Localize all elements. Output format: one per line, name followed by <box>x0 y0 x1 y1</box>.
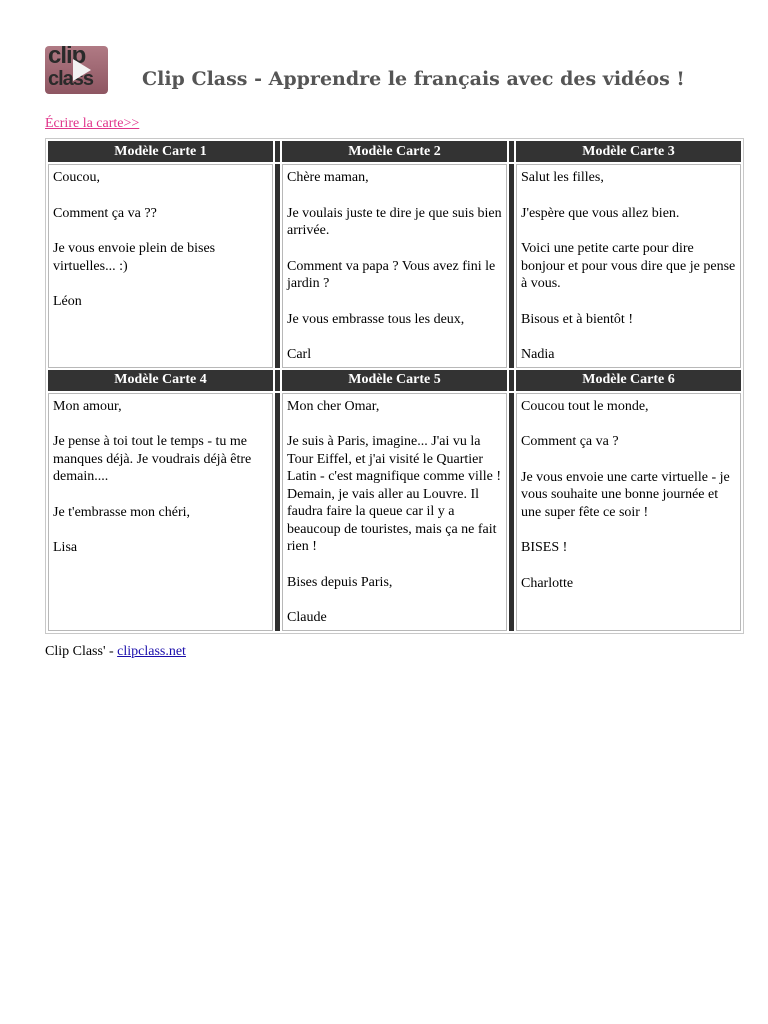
card-paragraph: Je t'embrasse mon chéri, <box>53 504 191 520</box>
card-row <box>48 164 741 368</box>
column-separator <box>275 141 280 162</box>
card-paragraph: Lisa <box>53 540 78 555</box>
card-paragraph: Je suis à Paris, imagine... J'ai vu la Tour Eiffel, et j'ai visité le Quartier Latin - c'est magnifique comme ville ! Demain, je vais aller au Louvre. Il faudra faire la queue car il y a beaucoup de touristes, mais ça ne fait rien ! <box>287 434 502 554</box>
footer-text: Clip Class' - <box>45 644 118 659</box>
card-paragraph: Comment ça va ?? <box>53 205 157 221</box>
clipclass-link[interactable]: clipclass.net <box>117 644 186 659</box>
card-body <box>282 164 507 368</box>
logo-text-class: class <box>48 68 94 90</box>
card-paragraph: Comment ça va ? <box>521 434 619 449</box>
card-paragraph: Coucou, <box>53 170 101 185</box>
card-paragraph: Léon <box>53 294 82 309</box>
card-heading: Modèle Carte 4 <box>48 370 273 391</box>
column-separator <box>509 393 514 631</box>
page-title: Clip Class - Apprendre le français avec des vidéos ! <box>142 68 685 90</box>
card-paragraph: Charlotte <box>521 575 574 591</box>
card-row <box>48 393 741 631</box>
card-paragraph: Chère maman, <box>287 170 369 185</box>
play-icon <box>73 59 91 81</box>
card-heading: Modèle Carte 5 <box>282 370 507 391</box>
column-separator <box>275 393 280 631</box>
card-paragraph: Voici une petite carte pour dire bonjour et pour vous dire que je pense à vous. <box>521 241 736 291</box>
card-paragraph: Je vous envoie plein de bises virtuelles... :) <box>53 241 216 274</box>
card-paragraph: Nadia <box>521 347 555 362</box>
card-paragraph: Mon amour, <box>53 398 122 414</box>
card-paragraph: Je vous envoie une carte virtuelle - je vous souhaite une bonne journée et une super fête ce soir ! <box>521 469 730 520</box>
card-paragraph: Carl <box>287 347 312 362</box>
card-paragraph: Bises depuis Paris, <box>287 574 393 590</box>
card-paragraph: Je vous embrasse tous les deux, <box>287 311 465 327</box>
card-paragraph: BISES ! <box>521 540 568 555</box>
card-paragraph: Claude <box>287 610 327 625</box>
card-body <box>516 393 741 631</box>
column-separator <box>509 141 514 162</box>
card-paragraph: J'espère que vous allez bien. <box>521 205 680 221</box>
card-body <box>282 393 507 631</box>
card-body <box>516 164 741 368</box>
card-paragraph: Salut les filles, <box>521 170 604 185</box>
card-paragraph: Coucou tout le monde, <box>521 398 649 414</box>
card-heading: Modèle Carte 3 <box>516 141 741 162</box>
column-separator <box>275 370 280 391</box>
card-heading: Modèle Carte 2 <box>282 141 507 162</box>
card-paragraph: Mon cher Omar, <box>287 398 380 414</box>
column-separator <box>509 370 514 391</box>
card-body <box>48 393 273 631</box>
card-paragraph: Comment va papa ? Vous avez fini le jardin ? <box>287 258 496 291</box>
heading-row <box>48 370 741 391</box>
card-paragraph: Je voulais juste te dire je que suis bien arrivée. <box>287 205 502 238</box>
card-paragraph: Je pense à toi tout le temps - tu me manques déjà. Je voudrais déjà être demain.... <box>53 434 252 484</box>
heading-row <box>48 141 741 162</box>
logo-text-clip: clip <box>48 46 86 69</box>
column-separator <box>275 164 280 368</box>
card-body <box>48 164 273 368</box>
card-heading: Modèle Carte 6 <box>516 370 741 391</box>
page-footer <box>45 644 186 660</box>
page-header <box>45 46 745 94</box>
clip-class-logo[interactable] <box>45 46 108 94</box>
card-templates-table <box>45 138 744 634</box>
write-card-link[interactable]: Écrire la carte>> <box>45 116 140 131</box>
column-separator <box>509 164 514 368</box>
card-paragraph: Bisous et à bientôt ! <box>521 311 633 327</box>
card-heading: Modèle Carte 1 <box>48 141 273 162</box>
